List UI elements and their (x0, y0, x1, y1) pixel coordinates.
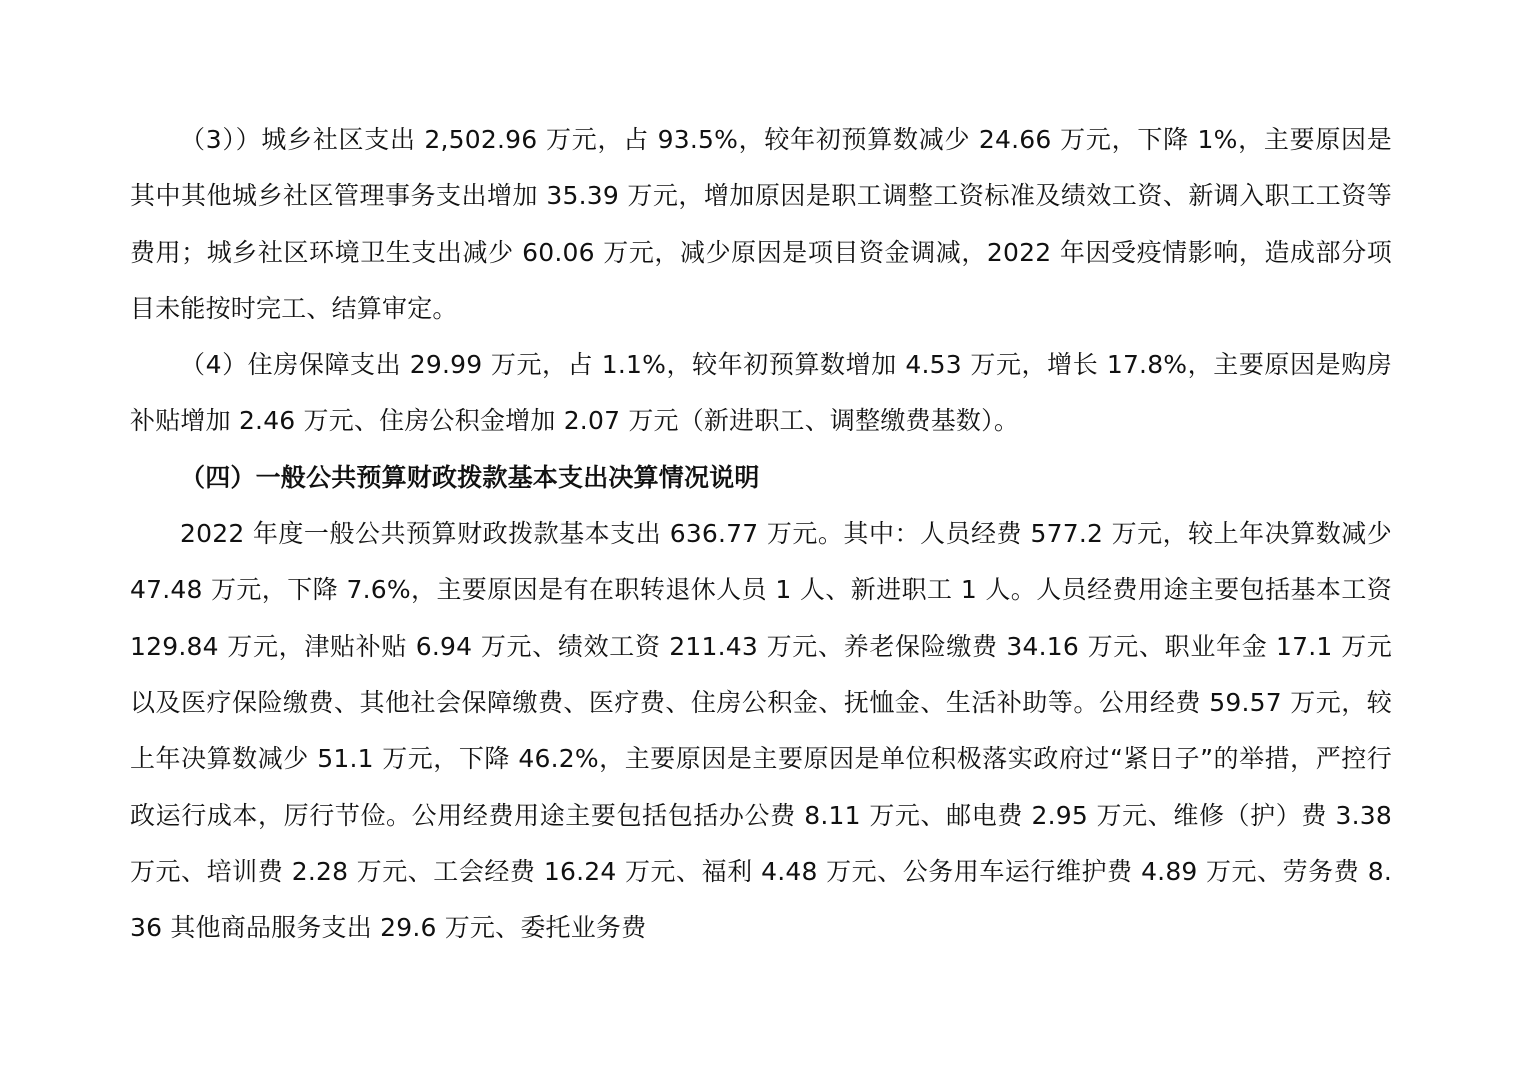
section-heading: （四）一般公共预算财政拨款基本支出决算情况说明 (180, 462, 760, 492)
document-body (130, 112, 1392, 956)
paragraph-urban-rural-expenditure: （3））城乡社区支出 2,502.96 万元，占 93.5%，较年初预算数减少 24.66 万元，下降 1%，主要原因是其中其他城乡社区管理事务支出增加 35.39 万元，增加原因是职工调整工资标准及绩效工资、新调入职工工资等费用；城乡社区环境卫生支出减少 60.06 万元，减少原因是项目资金调减，2022 年因受疫情影响，造成部分项目未能按时完工、结算审定。 (130, 125, 1392, 323)
paragraph-basic-expenditure: 2022 年度一般公共预算财政拨款基本支出 636.77 万元。其中：人员经费 577.2 万元，较上年决算数减少 47.48 万元，下降 7.6%，主要原因是有在职转退休人员 1 人、新进职工 1 人。人员经费用途主要包括基本工资 129.84 万元，津贴补贴 6.94 万元、绩效工资 211.43 万元、养老保险缴费 34.16 万元、职业年金 17.1 万元以及医疗保险缴费、其他社会保障缴费、医疗费、住房公积金、抚恤金、生活补助等。公用经费 59.57 万元，较上年决算数减少 51.1 万元，下降 46.2%，主要原因是主要原因是单位积极落实政府过“紧日子”的举措，严控行政运行成本，厉行节俭。公用经费用途主要包括包括办公费 8.11 万元、邮电费 2.95 万元、维修（护）费 3.38 万元、培训费 2.28 万元、工会经费 16.24 万元、福利 4.48 万元、公务用车运行维护费 4.89 万元、劳务费 8.36 其他商品服务支出 29.6 万元、委托业务费 (130, 519, 1392, 943)
paragraph-housing-expenditure: （4）住房保障支出 29.99 万元，占 1.1%，较年初预算数增加 4.53 万元，增长 17.8%，主要原因是购房补贴增加 2.46 万元、住房公积金增加 2.07 万元（新进职工、调整缴费基数）。 (130, 350, 1392, 436)
